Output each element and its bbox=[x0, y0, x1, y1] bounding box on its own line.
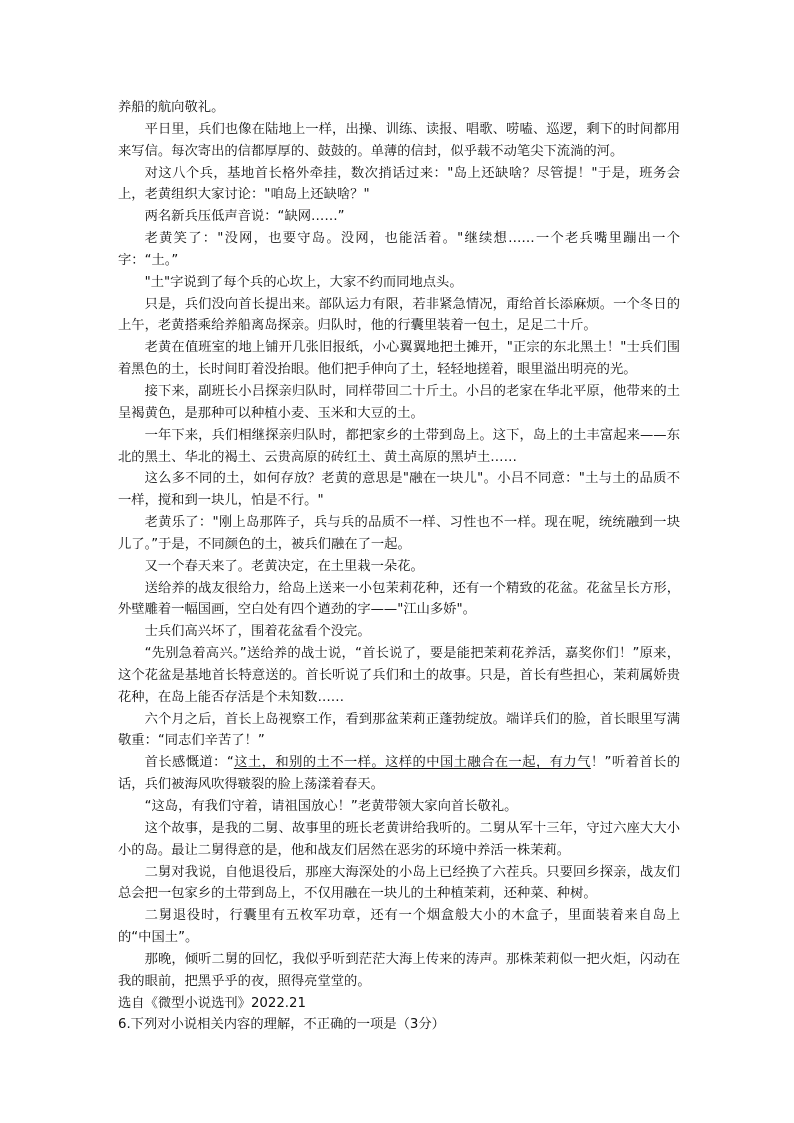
story-paragraph: 养船的航向敬礼。 bbox=[118, 100, 225, 115]
story-paragraph: 两名新兵压低声音说：“缺网……” bbox=[144, 209, 345, 225]
story-paragraph: “先别急着高兴。”送给养的战士说，“首长说了，要是能把茉莉花养活，嘉奖你们！”原来，这个花盆是基地首长特意送的。首长听说了兵们和土的故事。只是，首长有些担心，茉莉属娇贵花种，在岛上能否存活是个未知数…… bbox=[118, 646, 680, 705]
story-paragraph: 接下来，副班长小吕探亲归队时，同样带回二十斤土。小吕的老家在华北平原，他带来的土呈褐黄色，是那种可以种植小麦、玉米和大豆的土。 bbox=[118, 383, 680, 421]
story-paragraph: 平日里，兵们也像在陆地上一样，出操、训练、读报、唱歌、唠嗑、巡逻，剩下的时间都用来写信。每次寄出的信都厚厚的、鼓鼓的。单薄的信封，似乎载不动笔尖下流淌的河。 bbox=[118, 121, 680, 159]
story-paragraph: 老黄在值班室的地上铺开几张旧报纸，小心翼翼地把土摊开，"正宗的东北黑土！"士兵们围着黑色的土，长时间盯着没抬眼。他们把手伸向了土，轻轻地搓着，眼里溢出明亮的光。 bbox=[118, 340, 680, 378]
story-paragraph: "土"字说到了每个兵的心坎上，大家不约而同地点头。 bbox=[144, 274, 463, 290]
source-citation: 选自《微型小说选刊》2022.21 bbox=[118, 995, 306, 1011]
story-paragraph: 只是，兵们没向首长提出来。部队运力有限，若非紧急情况，甭给首长添麻烦。一个冬日的上午，老黄搭乘给养船离岛探亲。归队时，他的行囊里装着一包土，足足二十斤。 bbox=[118, 296, 680, 334]
story-paragraph: 又一个春天来了。老黄决定，在土里栽一朵花。 bbox=[144, 558, 424, 574]
story-paragraph: 二舅退役时，行囊里有五枚军功章，还有一个烟盒般大小的木盒子，里面装着来自岛上的“中国土”。 bbox=[118, 908, 680, 946]
story-paragraph: 士兵们高兴坏了，围着花盆看个没完。 bbox=[144, 624, 371, 640]
paragraph-text: ！”听着首长的话，兵们被海风吹得皲裂的脸上荡漾着春天。 bbox=[118, 755, 681, 793]
underlined-sentence: 这土，和别的土不一样。这样的中国土融合在一起，有力气 bbox=[233, 755, 591, 771]
story-text bbox=[118, 97, 680, 1036]
story-paragraph: 二舅对我说，自他退役后，那座大海深处的小岛上已经换了六茬兵。只要回乡探亲，战友们总会把一包家乡的土带到岛上，不仅用融在一块儿的土种植茉莉，还种菜、种树。 bbox=[118, 864, 680, 902]
story-paragraph: 送给养的战友很给力，给岛上送来一小包茉莉花种，还有一个精致的花盆。花盆呈长方形，外壁雕着一幅国画，空白处有四个遒劲的字——"江山多娇"。 bbox=[118, 580, 680, 618]
story-paragraph: 那晚，倾听二舅的回忆，我似乎听到茫茫大海上传来的涛声。那株茉莉似一把火炬，闪动在我的眼前，把黑乎乎的夜，照得亮堂堂的。 bbox=[118, 951, 680, 989]
story-paragraph: 对这八个兵，基地首长格外牵挂，数次捎话过来："岛上还缺啥？尽管提！"于是，班务会上，老黄组织大家讨论："咱岛上还缺啥？" bbox=[118, 165, 680, 203]
story-paragraph: 这个故事，是我的二舅、故事里的班长老黄讲给我听的。二舅从军十三年，守过六座大大小小的岛。最让二舅得意的是，他和战友们居然在恶劣的环境中养活一株茉莉。 bbox=[118, 820, 680, 858]
story-paragraph: 老黄笑了："没网，也要守岛。没网，也能活着。"继续想……一个老兵嘴里蹦出一个字：“土。” bbox=[118, 231, 680, 268]
story-paragraph: 这么多不同的土，如何存放？老黄的意思是"融在一块儿"。小吕不同意："土与土的品质不一样，搅和到一块儿，怕是不行。" bbox=[118, 471, 680, 509]
question-6: 6.下列对小说相关内容的理解，不正确的一项是（3分） bbox=[118, 1017, 445, 1033]
story-paragraph-underlined bbox=[118, 752, 680, 796]
story-paragraph: “这岛，有我们守着，请祖国放心！”老黄带领大家向首长敬礼。 bbox=[144, 799, 518, 814]
story-paragraph: 一年下来，兵们相继探亲归队时，都把家乡的土带到岛上。这下，岛上的土丰富起来——东北的黑土、华北的褐土、云贵高原的砖红土、黄土高原的黑垆土…… bbox=[118, 427, 680, 465]
story-paragraph: 老黄乐了："刚上岛那阵子，兵与兵的品质不一样、习性也不一样。现在呢，统统融到一块儿了。”于是，不同颜色的土，被兵们融在了一起。 bbox=[118, 515, 680, 552]
paragraph-text: 首长感慨道：“ bbox=[144, 755, 234, 771]
story-paragraph: 六个月之后，首长上岛视察工作，看到那盆茉莉正蓬勃绽放。端详兵们的脸，首长眼里写满敬重：“同志们辛苦了！” bbox=[118, 711, 680, 749]
